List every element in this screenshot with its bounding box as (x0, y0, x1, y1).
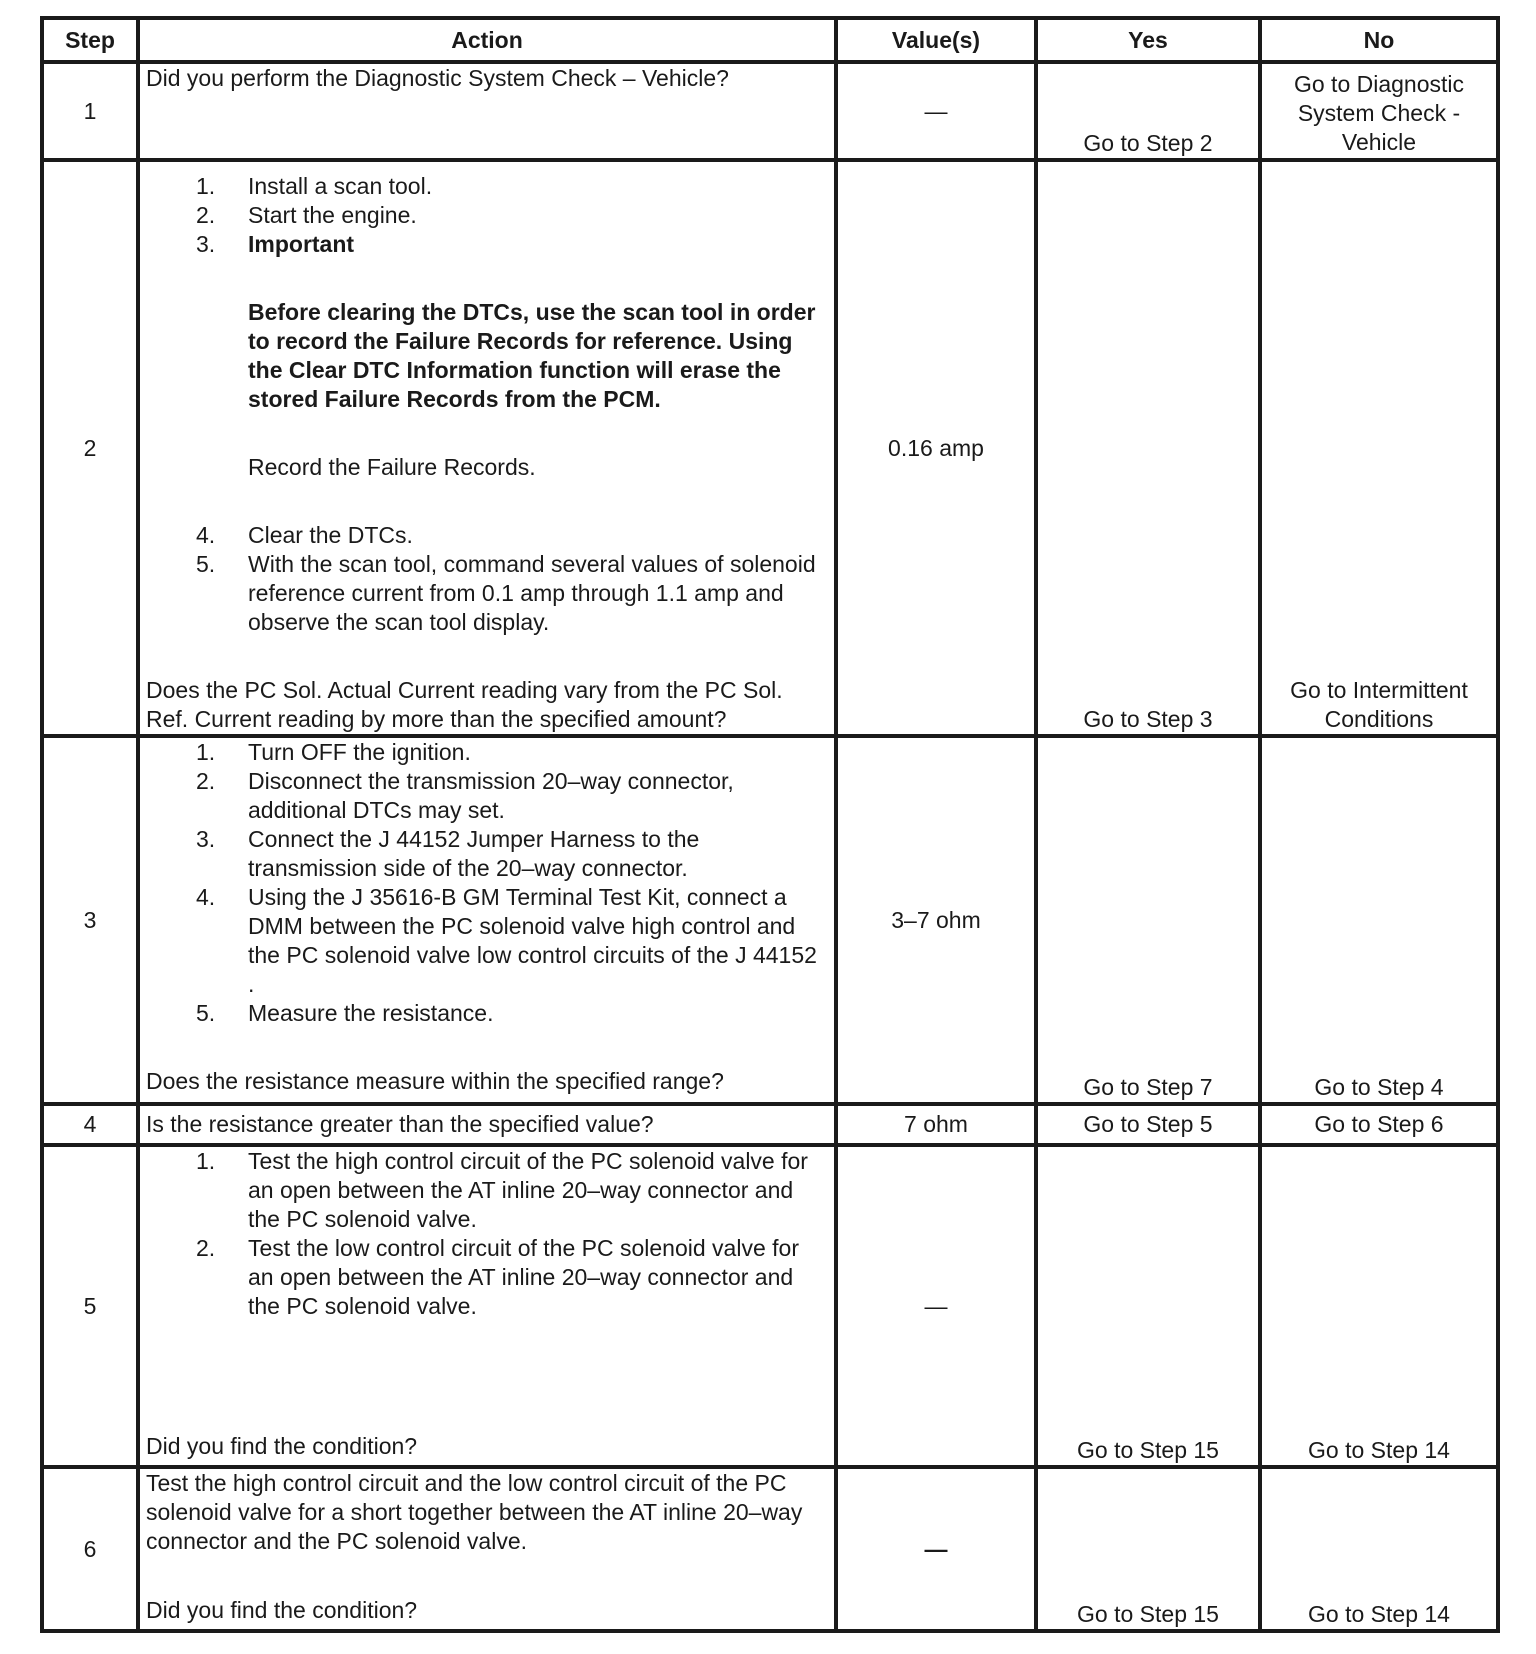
action-question: Did you find the condition? (146, 1597, 418, 1623)
yes-cell: Go to Step 7 (1036, 736, 1260, 1104)
no-cell: Go to Intermittent Conditions (1260, 160, 1498, 736)
list-item: 1. Install a scan tool. (196, 173, 433, 199)
action-question: Is the resistance greater than the specified value? (146, 1111, 654, 1137)
header-yes: Yes (1036, 18, 1260, 62)
yes-cell: Go to Step 3 (1036, 160, 1260, 736)
action-question: Does the resistance measure within the specified range? (146, 1068, 724, 1094)
action-cell (138, 1104, 836, 1145)
step-row-3 (42, 736, 1498, 1104)
action-cell (138, 736, 836, 1104)
action-intro: Test the high control circuit and the low control circuit of the PC solenoid valve for a short together between the AT inline 20–way connector and the PC solenoid valve. (146, 1470, 803, 1554)
action-steps-list (146, 738, 828, 1028)
action-cell (138, 1145, 836, 1467)
step-number: 4 (42, 1104, 138, 1145)
action-cell (138, 62, 836, 160)
step-row-1 (42, 62, 1498, 160)
diagnostic-table (40, 16, 1500, 1633)
yes-cell: Go to Step 15 (1036, 1467, 1260, 1631)
header-row (42, 18, 1498, 62)
header-action: Action (138, 18, 836, 62)
step-number: 6 (42, 1467, 138, 1631)
header-no: No (1260, 18, 1498, 62)
yes-cell: Go to Step 2 (1036, 62, 1260, 160)
header-values: Value(s) (836, 18, 1036, 62)
list-item: 1. Test the high control circuit of the PC solenoid valve for an open between the AT inline 20–way connector and the PC solenoid valve. (196, 1148, 808, 1232)
important-note: Before clearing the DTCs, use the scan tool in order to record the Failure Records for reference. Using the Clear DTC Information function will erase the stored Failure Records from the PCM. (248, 299, 816, 412)
list-item-important: 3. Important (196, 231, 355, 257)
step-row-6 (42, 1467, 1498, 1631)
step-number: 3 (42, 736, 138, 1104)
value-cell: — (836, 1145, 1036, 1467)
header-step: Step (42, 18, 138, 62)
step-row-5 (42, 1145, 1498, 1467)
value-cell: — (836, 1467, 1036, 1631)
list-item: 5. With the scan tool, command several values of solenoid reference current from 0.1 amp through 1.1 amp and observe the scan tool display. (196, 551, 816, 635)
value-cell: 3–7 ohm (836, 736, 1036, 1104)
action-cell (138, 160, 836, 736)
action-cell (138, 1467, 836, 1631)
step-number: 2 (42, 160, 138, 736)
value-cell: 0.16 amp (836, 160, 1036, 736)
step-number: 1 (42, 62, 138, 160)
action-steps-list (146, 172, 828, 637)
list-item: 1. Turn OFF the ignition. (196, 739, 471, 765)
list-item: 2. Start the engine. (196, 202, 417, 228)
no-cell: Go to Diagnostic System Check - Vehicle (1260, 62, 1498, 160)
list-item: 2. Disconnect the transmission 20–way connector, additional DTCs may set. (196, 768, 734, 823)
action-question: Does the PC Sol. Actual Current reading vary from the PC Sol. Ref. Current reading by more than the specified amount? (146, 677, 783, 732)
no-cell: Go to Step 14 (1260, 1467, 1498, 1631)
value-cell: 7 ohm (836, 1104, 1036, 1145)
no-cell: Go to Step 14 (1260, 1145, 1498, 1467)
value-cell: — (836, 62, 1036, 160)
step-row-4 (42, 1104, 1498, 1145)
list-item: 5. Measure the resistance. (196, 1000, 494, 1026)
action-question: Did you perform the Diagnostic System Check – Vehicle? (146, 65, 729, 91)
no-cell: Go to Step 4 (1260, 736, 1498, 1104)
no-cell: Go to Step 6 (1260, 1104, 1498, 1145)
list-item: 3. Connect the J 44152 Jumper Harness to the transmission side of the 20–way connector. (196, 826, 700, 881)
list-item: 2. Test the low control circuit of the PC solenoid valve for an open between the AT inline 20–way connector and the PC solenoid valve. (196, 1235, 799, 1319)
yes-cell: Go to Step 15 (1036, 1145, 1260, 1467)
action-steps-list (146, 1147, 828, 1321)
list-item: 4. Clear the DTCs. (196, 522, 413, 548)
list-item: 4. Using the J 35616-B GM Terminal Test Kit, connect a DMM between the PC solenoid valve high control and the PC solenoid valve low control circuits of the J 44152 . (196, 884, 817, 997)
sub-instruction: Record the Failure Records. (248, 454, 536, 480)
yes-cell: Go to Step 5 (1036, 1104, 1260, 1145)
action-question: Did you find the condition? (146, 1433, 418, 1459)
step-row-2 (42, 160, 1498, 736)
step-number: 5 (42, 1145, 138, 1467)
